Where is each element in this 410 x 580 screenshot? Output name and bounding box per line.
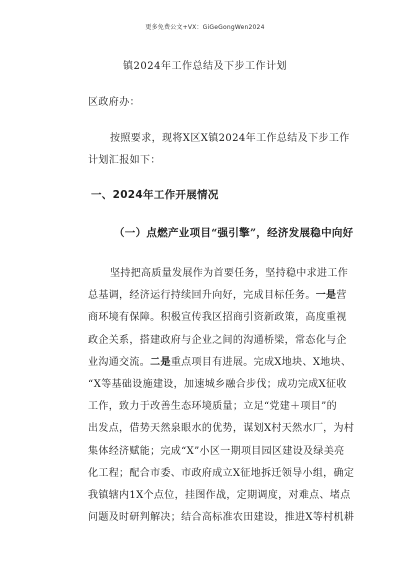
body-text: “X等基础设施建设，加速城乡融合步伐；成功完成X征收 xyxy=(88,378,347,390)
body-text: 重点项目有进展。完成X地块、X地块、 xyxy=(170,356,352,368)
body-text: 商环境有保障。积极宣传我区招商引资新政策，高度重视 xyxy=(88,312,347,324)
salutation: 区政府办： xyxy=(88,97,140,108)
intro-line-1: 按照要求，现将X区X镇2024年工作总结及下步工作 xyxy=(110,133,350,144)
body-line xyxy=(88,330,347,352)
body-line xyxy=(88,374,347,396)
header-note: 更多免费公文+VX：GiGeGongWen2024 xyxy=(145,24,265,31)
body-line xyxy=(88,507,355,529)
body-line xyxy=(88,463,355,485)
subsection-heading: （一）点燃产业项目“强引擎”，经济发展稳中向好 xyxy=(114,227,354,239)
emphasis-text: 一是 xyxy=(315,290,337,302)
body-text: 总基调，经济运行持续回升向好，完成目标任务。 xyxy=(88,290,316,302)
body-text: 我镇辖内1X个点位，挂图作战，定期调度，对难点、堵点 xyxy=(88,489,351,501)
body-text: 出发点，借势天然泉眼水的优势，谋划X村天然水厂，为村 xyxy=(88,423,355,435)
body-text: 化工程；配合市委、市政府成立X征地拆迁领导小组，确定 xyxy=(88,467,355,479)
body-line xyxy=(88,441,345,463)
intro-line-2: 计划汇报如下： xyxy=(88,155,161,166)
body-text: 集体经济赋能；完成“X”小区一期项目园区建设及绿美亮 xyxy=(88,445,345,457)
body-text: 工作，致力于改善生态环境质量；立足“党建＋项目”的 xyxy=(88,401,337,413)
body-text: 政企关系，搭建政府与企业之间的沟通桥梁，常态化与企 xyxy=(88,334,347,346)
body-line xyxy=(88,285,347,307)
body-text: 业沟通交流。 xyxy=(88,356,151,368)
body-line xyxy=(88,352,352,374)
body-line xyxy=(88,307,347,329)
body-text: 营 xyxy=(336,290,347,302)
emphasis-text: 二是 xyxy=(150,356,171,368)
body-text: 坚持把高质量发展作为首要任务，坚持稳中求进工作 xyxy=(110,268,349,279)
body-line xyxy=(88,485,351,507)
section-heading: 一、2024年工作开展情况 xyxy=(91,189,219,201)
body-paragraph xyxy=(88,263,355,529)
body-line xyxy=(88,263,349,285)
document-title: 镇2024年工作总结及下步工作计划 xyxy=(123,61,287,72)
body-line xyxy=(88,418,355,440)
body-text: 问题及时研判解决；结合高标准农田建设，推进X等村机耕 xyxy=(88,512,355,524)
body-line xyxy=(88,396,338,418)
